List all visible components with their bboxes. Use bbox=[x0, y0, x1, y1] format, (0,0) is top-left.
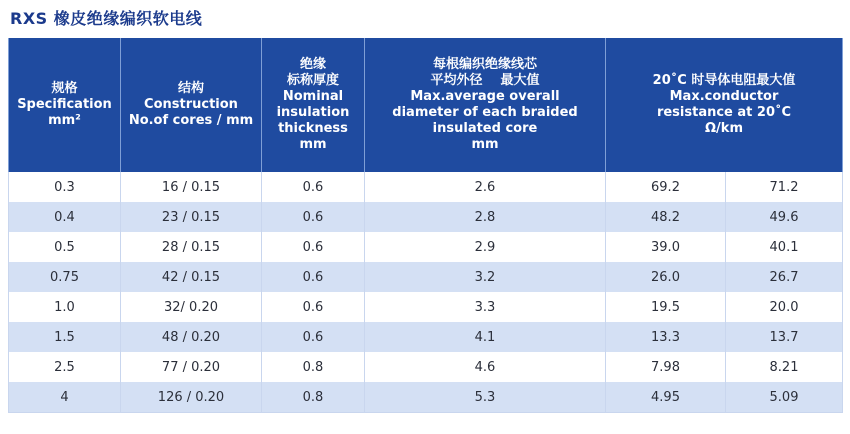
cell-spec: 4 bbox=[9, 382, 121, 413]
header-insulation bbox=[262, 38, 365, 172]
cell-construction: 126 / 0.20 bbox=[121, 382, 262, 413]
cell-construction: 32/ 0.20 bbox=[121, 292, 262, 322]
header-insulation-zh1: 绝缘 bbox=[299, 57, 326, 72]
cell-resistance-a: 39.0 bbox=[606, 232, 726, 262]
cell-spec: 1.5 bbox=[9, 322, 121, 352]
cell-construction: 77 / 0.20 bbox=[121, 352, 262, 382]
cell-resistance-a: 26.0 bbox=[606, 262, 726, 292]
header-insulation-en2: insulation bbox=[276, 105, 350, 120]
cell-resistance-a: 4.95 bbox=[606, 382, 726, 413]
header-resistance-unit: Ω/km bbox=[705, 121, 743, 136]
header-insulation-en3: thickness bbox=[278, 121, 348, 136]
header-diameter-unit: mm bbox=[471, 137, 499, 152]
cell-diameter: 4.6 bbox=[365, 352, 606, 382]
table-row bbox=[9, 172, 843, 202]
cell-spec: 0.5 bbox=[9, 232, 121, 262]
cell-diameter: 3.3 bbox=[365, 292, 606, 322]
header-insulation-unit: mm bbox=[299, 137, 327, 152]
header-row bbox=[9, 38, 843, 172]
cell-insulation: 0.8 bbox=[262, 382, 365, 413]
cell-insulation: 0.6 bbox=[262, 202, 365, 232]
header-construction-en: Construction bbox=[144, 97, 238, 112]
cell-resistance-b: 5.09 bbox=[726, 382, 843, 413]
cell-resistance-b: 20.0 bbox=[726, 292, 843, 322]
cell-insulation: 0.6 bbox=[262, 232, 365, 262]
cell-construction: 16 / 0.15 bbox=[121, 172, 262, 202]
header-resistance bbox=[606, 38, 843, 172]
cell-spec: 1.0 bbox=[9, 292, 121, 322]
header-spec-zh: 规格 bbox=[51, 81, 78, 96]
header-spec bbox=[9, 38, 121, 172]
cell-resistance-a: 19.5 bbox=[606, 292, 726, 322]
table-row bbox=[9, 262, 843, 292]
header-insulation-en1: Nominal bbox=[282, 89, 344, 104]
cell-diameter: 2.6 bbox=[365, 172, 606, 202]
cell-spec: 0.4 bbox=[9, 202, 121, 232]
cell-resistance-a: 69.2 bbox=[606, 172, 726, 202]
header-diameter-en1: Max.average overall bbox=[410, 89, 560, 104]
cell-resistance-a: 48.2 bbox=[606, 202, 726, 232]
cell-construction: 28 / 0.15 bbox=[121, 232, 262, 262]
cell-insulation: 0.6 bbox=[262, 322, 365, 352]
cell-resistance-b: 13.7 bbox=[726, 322, 843, 352]
cell-spec: 0.3 bbox=[9, 172, 121, 202]
table-row bbox=[9, 232, 843, 262]
cell-spec: 2.5 bbox=[9, 352, 121, 382]
table-row bbox=[9, 322, 843, 352]
cell-insulation: 0.6 bbox=[262, 292, 365, 322]
cell-insulation: 0.6 bbox=[262, 262, 365, 292]
cell-resistance-a: 7.98 bbox=[606, 352, 726, 382]
header-construction-zh: 结构 bbox=[177, 81, 204, 96]
cell-construction: 48 / 0.20 bbox=[121, 322, 262, 352]
header-diameter bbox=[365, 38, 606, 172]
header-resistance-en2: resistance at 20˚C bbox=[656, 105, 792, 120]
table-row bbox=[9, 352, 843, 382]
spec-table bbox=[8, 38, 843, 413]
header-diameter-zh2: 平均外径 最大值 bbox=[430, 73, 540, 88]
cell-resistance-b: 71.2 bbox=[726, 172, 843, 202]
cell-resistance-b: 40.1 bbox=[726, 232, 843, 262]
header-spec-en: Specification bbox=[17, 97, 112, 112]
header-diameter-en3: insulated core bbox=[432, 121, 538, 136]
cell-resistance-a: 13.3 bbox=[606, 322, 726, 352]
cell-construction: 42 / 0.15 bbox=[121, 262, 262, 292]
table-row bbox=[9, 292, 843, 322]
table-row bbox=[9, 382, 843, 413]
cell-diameter: 3.2 bbox=[365, 262, 606, 292]
page-title: RXS 橡皮绝缘编织软电线 bbox=[10, 9, 203, 28]
header-resistance-zh: 20˚C 时导体电阻最大值 bbox=[652, 73, 796, 88]
header-insulation-zh2: 标称厚度 bbox=[286, 73, 339, 88]
cell-insulation: 0.8 bbox=[262, 352, 365, 382]
cell-resistance-b: 26.7 bbox=[726, 262, 843, 292]
header-construction bbox=[121, 38, 262, 172]
cell-spec: 0.75 bbox=[9, 262, 121, 292]
header-diameter-zh1: 每根编织绝缘线芯 bbox=[432, 57, 537, 72]
cell-diameter: 5.3 bbox=[365, 382, 606, 413]
cell-diameter: 2.9 bbox=[365, 232, 606, 262]
header-construction-unit: No.of cores / mm bbox=[128, 113, 254, 128]
header-spec-unit: mm² bbox=[48, 113, 81, 128]
cell-resistance-b: 49.6 bbox=[726, 202, 843, 232]
cell-insulation: 0.6 bbox=[262, 172, 365, 202]
cell-diameter: 4.1 bbox=[365, 322, 606, 352]
table-row bbox=[9, 202, 843, 232]
header-diameter-en2: diameter of each braided bbox=[392, 105, 578, 120]
cell-diameter: 2.8 bbox=[365, 202, 606, 232]
header-resistance-en1: Max.conductor bbox=[669, 89, 779, 104]
cell-construction: 23 / 0.15 bbox=[121, 202, 262, 232]
cell-resistance-b: 8.21 bbox=[726, 352, 843, 382]
